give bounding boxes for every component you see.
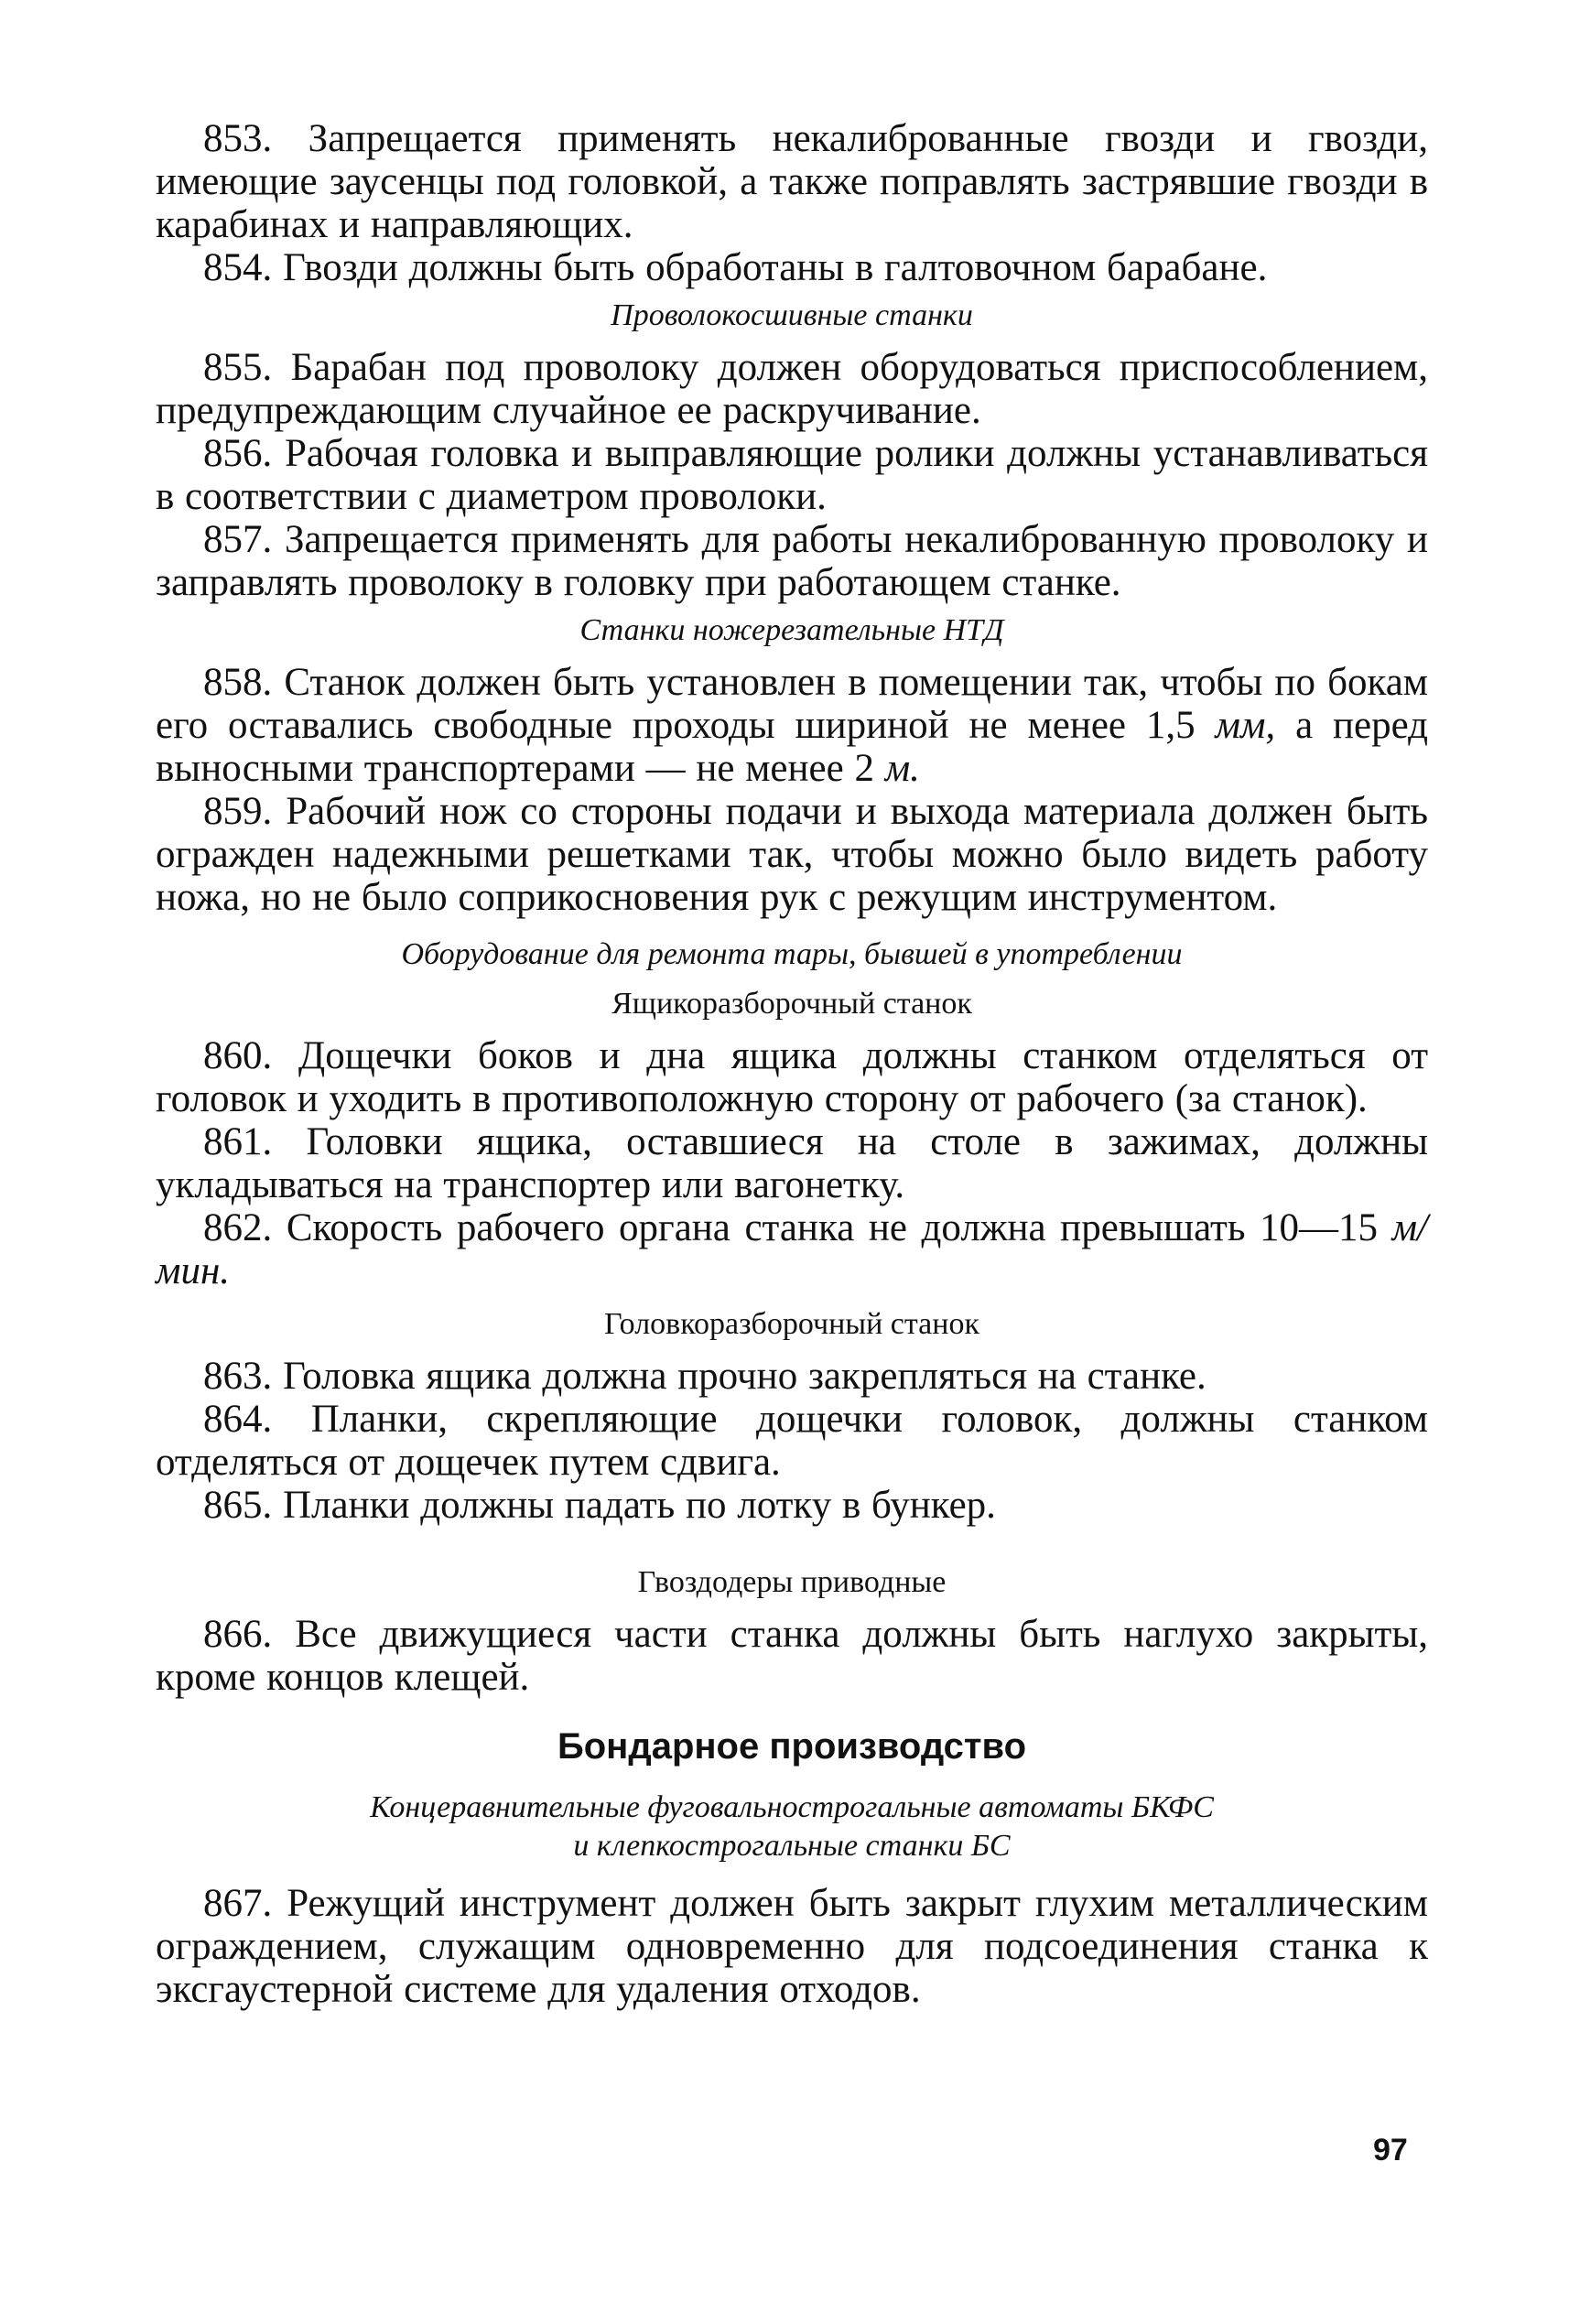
heading-ntd-machines: Станки ножерезательные НТД [579,613,1004,647]
paragraph-863: 863. Головка ящика должна прочно закрепляться на станке. [203,1355,1207,1398]
paragraph-856: 856. Рабочая головка и выправляющие ролики должны устанавливаться в соответствии с диаметром проволоки. [156,432,1428,518]
heading-nail-pullers: Гвоздодеры приводные [637,1565,947,1599]
heading-repair-equipment: Оборудование для ремонта тары, бывшей в употреблении [401,937,1183,971]
p858-unit-m: м. [884,747,920,790]
heading-head-disassembly: Головкоразборочный станок [604,1307,979,1341]
paragraph-866: 866. Все движущиеся части станка должны быть наглухо закрыты, кроме концов клещей. [156,1613,1428,1699]
p862-text: 862. Скорость рабочего органа станка не должна превышать 10—15 [203,1206,1379,1249]
paragraph-862 [156,1206,1428,1292]
paragraph-861: 861. Головки ящика, оставшиеся на столе в зажимах, должны укладываться на транспортер или вагонетку. [156,1120,1428,1206]
paragraph-867: 867. Режущий инструмент должен быть закрыт глухим металлическим ограждением, служащим одновременно для подсоединения станка к эксгаустерной системе для удаления отходов. [156,1882,1428,2011]
heading-wire-stitching: Проволокосшивные станки [611,298,973,332]
paragraph-865: 865. Планки должны падать по лотку в бункер. [203,1484,996,1527]
heading-cooperage: Бондарное производство [557,1726,1027,1767]
paragraph-854: 854. Гвозди должны быть обработаны в галтовочном барабане. [203,246,1268,289]
paragraph-864: 864. Планки, скрепляющие дощечки головок, должны станком отделяться от дощечек путем сдвига. [156,1398,1428,1484]
paragraph-858 [156,661,1428,790]
paragraph-857: 857. Запрещается применять для работы некалиброванную проволоку и заправлять проволоку в головку при работающем станке. [156,518,1428,604]
heading-auto-line-1: Концеравнительные фуговальнострогальные автоматы БКФС [370,1790,1214,1824]
paragraph-853: 853. Запрещается применять некалиброванные гвозди и гвозди, имеющие заусенцы под головкой, а также поправлять застрявшие гвозди в карабинах и направляющих. [156,117,1428,246]
p858-text-a: 858. Станок должен быть установлен в помещении так, чтобы по бокам его оставались свободные проходы шириной не менее 1,5 [156,661,1428,747]
page-content [156,117,1428,2011]
paragraph-859: 859. Рабочий нож со стороны подачи и выхода материала должен быть огражден надежными решетками так, чтобы можно было видеть работу ножа, но не было соприкосновения рук с режущим инструментом. [156,790,1428,919]
heading-auto-line-2: и клепкострогальные станки БС [573,1829,1011,1863]
paragraph-860: 860. Дощечки боков и дна ящика должны станком отделяться от головок и уходить в противоположную сторону от рабочего (за станок). [156,1034,1428,1120]
p858-text-b: а перед выносными транспортерами — не менее 2 [156,704,1429,790]
paragraph-855: 855. Барабан под проволоку должен оборудоваться приспособлением, предупреждающим случайное ее раскручивание. [156,346,1428,432]
page-number: 97 [1373,2133,1408,2167]
p858-unit-mm: мм, [1215,704,1276,747]
heading-box-disassembly: Ящикоразборочный станок [611,987,972,1021]
p862-unit: м/мин. [156,1206,1428,1292]
